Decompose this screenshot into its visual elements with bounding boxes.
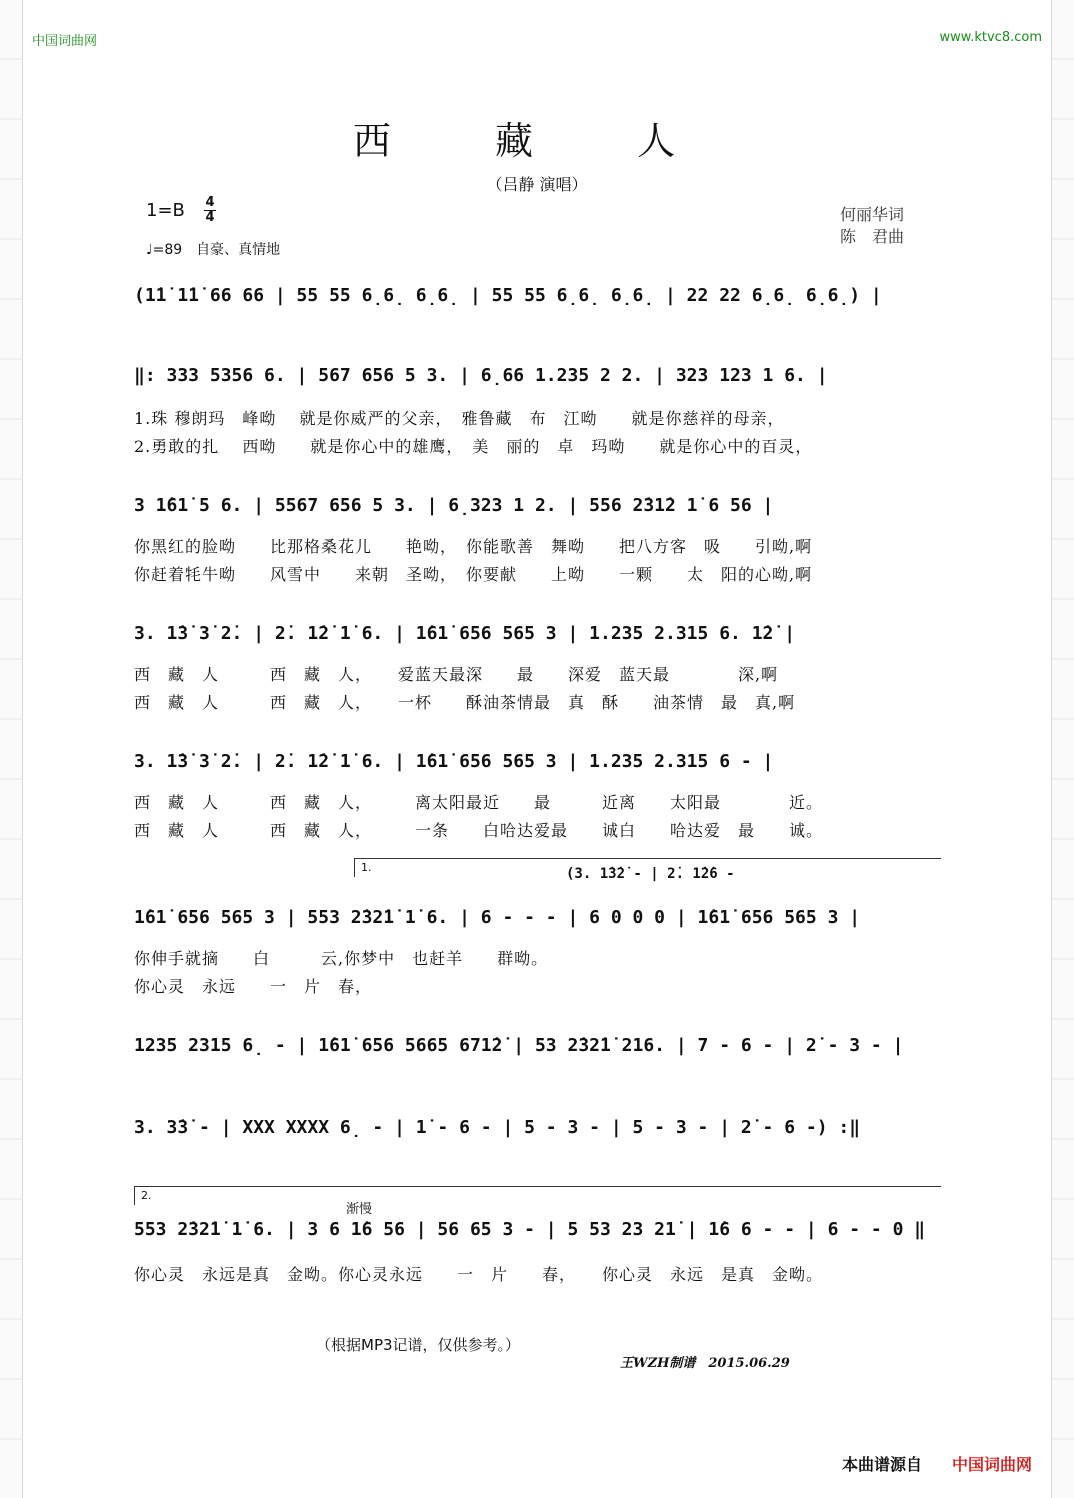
transcription-note: （根据MP3记谱，仅供参考。） — [316, 1336, 521, 1354]
time-sig-bottom: 4 — [205, 210, 215, 225]
lyric-verse-1: 你伸手就摘 白 云,你梦中 也赶羊 群呦。 — [134, 949, 549, 968]
first-ending-alt-notes: (3. 1̇3̇2̇ - | 2̇. 1̇2̇6 - — [566, 866, 735, 882]
transcriber-signature: 王WZH制谱 2015.06.29 — [620, 1356, 790, 1371]
singer-credit: （吕静 演唱） — [486, 175, 588, 194]
lyric-verse-1: 西 藏 人 西 藏 人， 爱蓝天最深 最 深爱 蓝天最 深,啊 — [134, 665, 779, 684]
tempo-change-marking: 渐慢 — [346, 1202, 373, 1217]
right-watermark-strip — [1051, 0, 1074, 1498]
song-title: 西 藏 人 — [352, 119, 722, 163]
credits — [840, 204, 904, 248]
lyric-verse-2: 你心灵 永远 一 片 春， — [134, 977, 373, 996]
lyric-verse-2: 你赶着牦牛呦 风雪中 来朝 圣呦， 你要献 上呦 一颗 太 阳的心呦,啊 — [134, 565, 813, 584]
time-signature — [204, 196, 216, 225]
notation-line: 3 1̇61̇ 5 6. | 5567 656 5 3. | 6̣323 1 2. | 556 2̇31̇2 1̇ 6 56 | — [134, 495, 774, 516]
lyricist-credit: 何丽华词 — [840, 205, 905, 224]
notation-line: 1235 2315 6̣ - | 1̇61̇ 656 5665 671̇2̇ | 53 2̇32̇1̇ 216. | 7 - 6 - | 2̇ - 3 - | — [134, 1035, 904, 1056]
composer-credit: 陈 君曲 — [840, 227, 905, 246]
first-ending-label: 1. — [361, 861, 372, 874]
key-signature: 1=B — [146, 200, 185, 221]
lyric-verse-2: 2.勇敢的扎 西呦 就是你心中的雄鹰， 美 丽的 卓 玛呦 就是你心中的百灵， — [134, 437, 813, 456]
time-sig-top: 4 — [205, 195, 215, 210]
notation-line: 3. 1̇3̇ 3̇ 2̇. | 2̇. 1̇2̇ 1̇ 6. | 1̇61̇ 656 565 3 | 1.235 2.315 6 - | — [134, 751, 774, 772]
lyric-verse-1: 你心灵 永远是真 金呦。你心灵永远 一 片 春， 你心灵 永远 是真 金呦。 — [134, 1265, 824, 1284]
lyric-verse-2: 西 藏 人 西 藏 人， 一杯 酥油茶情最 真 酥 油茶情 最 真,啊 — [134, 693, 796, 712]
notation-line: (1̇1̇ 1̇1̇ 66 66 | 55 55 6̣6̣ 6̣6̣ | 55 55 6̣6̣ 6̣6̣ | 22 22 6̣6̣ 6̣6̣) | — [134, 285, 882, 306]
lyric-verse-1: 你黑红的脸呦 比那格桑花儿 艳呦， 你能歌善 舞呦 把八方客 吸 引呦,啊 — [134, 537, 813, 556]
notation-line: 3. 1̇3̇ 3̇ 2̇. | 2̇. 1̇2̇ 1̇ 6. | 1̇61̇ 656 565 3 | 1.235 2.315 6. 1̇2̇ | — [134, 623, 796, 644]
site-name-link[interactable]: 中国词曲网 — [32, 34, 98, 49]
tempo-marking: ♩=89 自豪、真情地 — [146, 242, 281, 258]
second-ending-bracket — [134, 1186, 941, 1205]
notation-line: 3. 3̇3̇ - | XXX XXXX 6̣ - | 1̇ - 6 - | 5 - 3 - | 5 - 3 - | 2̇ - 6 -) :‖ — [134, 1117, 861, 1138]
lyric-verse-1: 1.珠 穆朗玛 峰呦 就是你威严的父亲， 雅鲁藏 布 江呦 就是你慈祥的母亲， — [134, 409, 785, 428]
source-label: 本曲谱源自 — [842, 1455, 923, 1474]
second-ending-label: 2. — [141, 1189, 152, 1202]
notation-line: ‖: 333 5356 6. | 567 656 5 3. | 6̣66 1.235 2 2. | 323 123 1 6. | — [134, 365, 828, 386]
notation-line: 1̇61̇ 656 565 3 | 553 2̇32̇1̇ 1̇ 6. | 6 - - - | 6 0 0 0 | 1̇61̇ 656 565 3 | — [134, 907, 861, 928]
lyric-verse-2: 西 藏 人 西 藏 人， 一条 白哈达爱最 诚白 哈达爱 最 诚。 — [134, 821, 824, 840]
site-url-link[interactable]: www.ktvc8.com — [939, 30, 1042, 45]
lyric-verse-1: 西 藏 人 西 藏 人， 离太阳最近 最 近离 太阳最 近。 — [134, 793, 824, 812]
notation-line: 553 2̇32̇1̇ 1̇ 6. | 3 6 1̇6 56 | 56 65 3 - | 5 53 23 21̇ | 1̇6 6 - - | 6 - - 0 ‖ — [134, 1219, 926, 1240]
source-site-link[interactable]: 中国词曲网 — [952, 1455, 1033, 1474]
left-watermark-strip — [0, 0, 23, 1498]
